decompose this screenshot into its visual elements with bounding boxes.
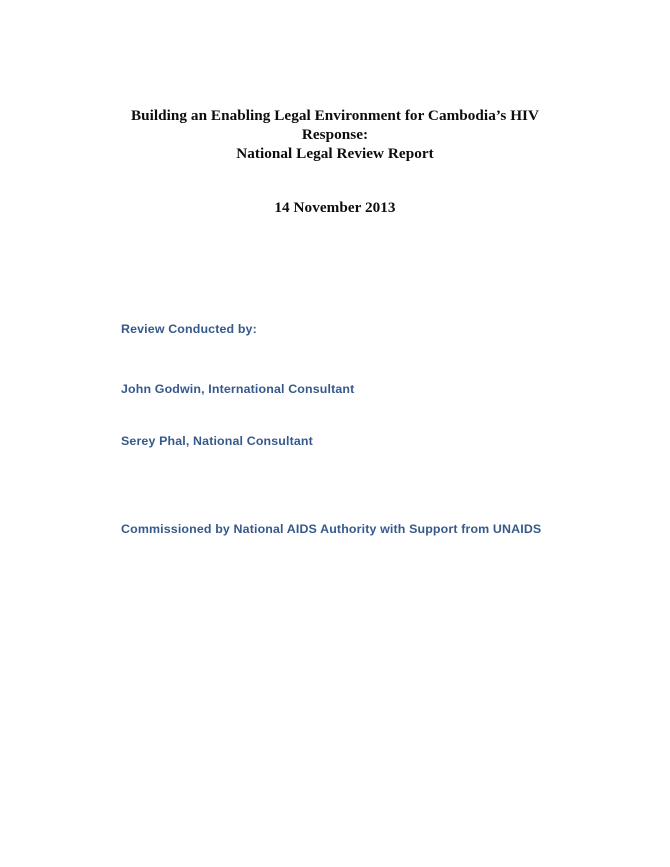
credits-commission-note: Commissioned by National AIDS Authority with Support from UNAIDS: [121, 522, 542, 536]
credits-section-label: Review Conducted by:: [121, 322, 257, 336]
document-title-subtitle: National Legal Review Report: [236, 145, 434, 162]
title-block: [98, 106, 572, 217]
credits-block: [121, 321, 581, 537]
document-date: 14 November 2013: [274, 199, 396, 216]
credits-author-national: Serey Phal, National Consultant: [121, 434, 313, 448]
credits-author-international: John Godwin, International Consultant: [121, 382, 355, 396]
document-title-primary: Building an Enabling Legal Environment for Cambodia’s HIV Response:: [130, 107, 540, 143]
